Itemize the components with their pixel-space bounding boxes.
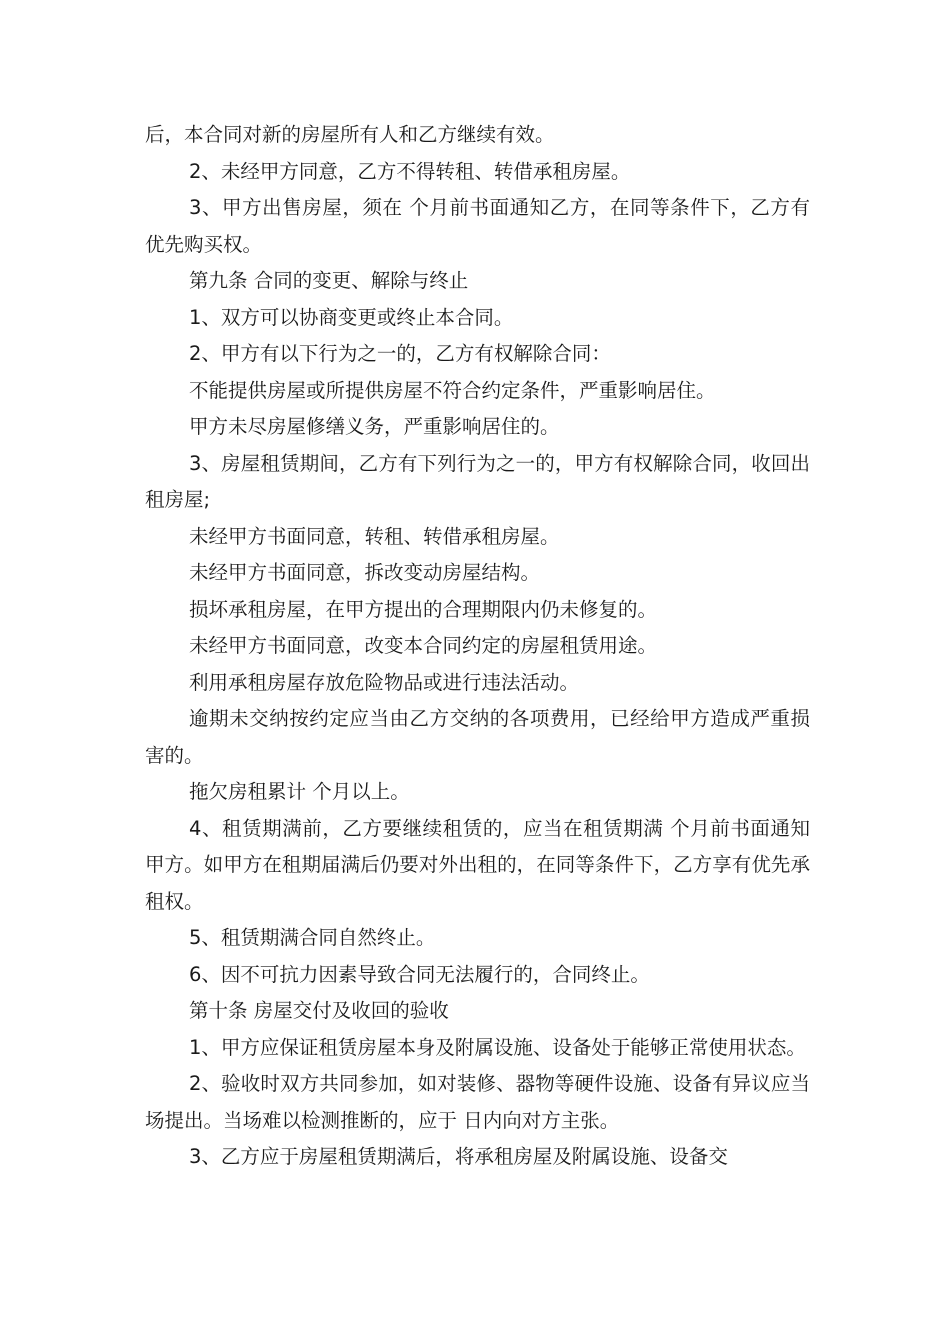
document-body [145, 117, 810, 1176]
section-heading: 第九条 合同的变更、解除与终止 [189, 269, 469, 292]
paragraph: 1、双方可以协商变更或终止本合同。 [189, 305, 514, 329]
paragraph: 6、因不可抗力因素导致合同无法履行的，合同终止。 [189, 962, 650, 986]
paragraph: 2、甲方有以下行为之一的，乙方有权解除合同： [189, 342, 611, 365]
paragraph: 利用承租房屋存放危险物品或进行违法活动。 [189, 670, 580, 694]
paragraph: 逾期未交纳按约定应当由乙方交纳的各项费用，已经给甲方造成严重损害的。 [145, 707, 810, 767]
paragraph: 甲方未尽房屋修缮义务，严重影响居住的。 [189, 415, 560, 438]
paragraph: 3、乙方应于房屋租赁期满后，将承租房屋及附属设施、设备交 [189, 1145, 728, 1168]
paragraph: 拖欠房租累计 个月以上。 [189, 780, 410, 803]
paragraph: 未经甲方书面同意，转租、转借承租房屋。 [189, 524, 560, 548]
paragraph: 1、甲方应保证租赁房屋本身及附属设施、设备处于能够正常使用状态。 [189, 1035, 806, 1059]
paragraph: 不能提供房屋或所提供房屋不符合约定条件，严重影响居住。 [189, 378, 716, 402]
paragraph: 后，本合同对新的房屋所有人和乙方继续有效。 [145, 123, 555, 146]
paragraph: 5、租赁期满合同自然终止。 [189, 926, 436, 949]
paragraph: 3、甲方出售房屋，须在 个月前书面通知乙方，在同等条件下，乙方有优先购买权。 [145, 196, 810, 256]
paragraph: 2、未经甲方同意，乙方不得转租、转借承租房屋。 [189, 159, 631, 183]
paragraph: 未经甲方书面同意，拆改变动房屋结构。 [189, 561, 541, 584]
paragraph: 4、租赁期满前，乙方要继续租赁的，应当在租赁期满 个月前书面通知甲方。如甲方在租期届满后仍要对外出租的，在同等条件下，乙方享有优先承租权。 [145, 816, 810, 913]
paragraph: 2、验收时双方共同参加，如对装修、器物等硬件设施、设备有异议应当场提出。当场难以检测推断的，应于 日内向对方主张。 [145, 1072, 810, 1132]
paragraph: 损坏承租房屋，在甲方提出的合理期限内仍未修复的。 [189, 597, 658, 621]
section-heading: 第十条 房屋交付及收回的验收 [189, 999, 449, 1022]
paragraph: 3、房屋租赁期间，乙方有下列行为之一的，甲方有权解除合同，收回出租房屋; [145, 451, 810, 511]
paragraph: 未经甲方书面同意，改变本合同约定的房屋租赁用途。 [189, 634, 658, 657]
